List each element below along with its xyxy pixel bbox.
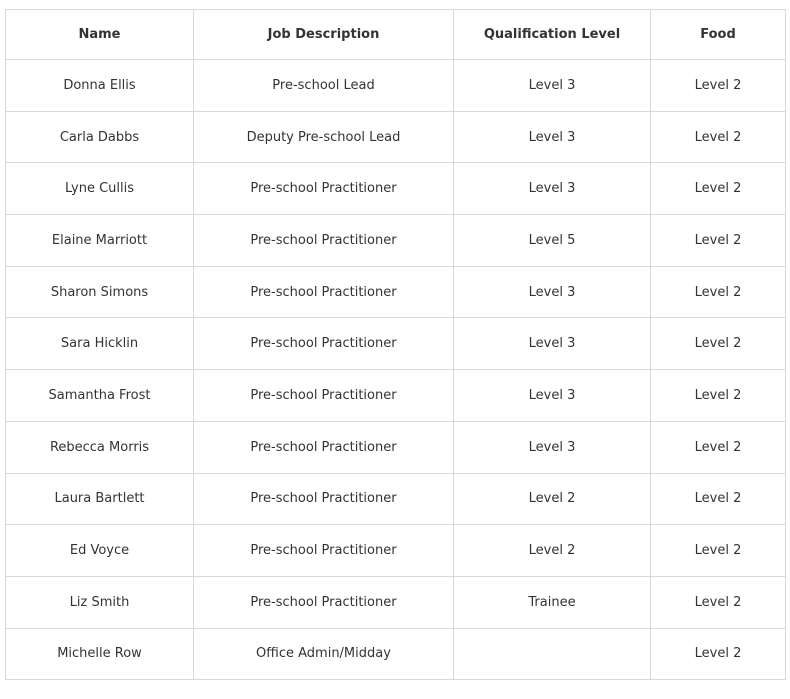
cell-qualification-level: Level 3 (454, 266, 651, 318)
table-row (6, 421, 786, 473)
cell-name: Lyne Cullis (6, 163, 194, 215)
cell-name: Ed Voyce (6, 525, 194, 577)
cell-job-description: Office Admin/Midday (194, 628, 454, 680)
cell-qualification-level (454, 628, 651, 680)
cell-qualification-level: Trainee (454, 576, 651, 628)
cell-qualification-level: Level 3 (454, 163, 651, 215)
staff-table-container (5, 9, 786, 680)
cell-qualification-level: Level 2 (454, 473, 651, 525)
cell-food: Level 2 (651, 111, 786, 163)
cell-food: Level 2 (651, 318, 786, 370)
cell-name: Liz Smith (6, 576, 194, 628)
column-header-name: Name (6, 10, 194, 60)
cell-name: Donna Ellis (6, 60, 194, 112)
cell-qualification-level: Level 3 (454, 421, 651, 473)
table-row (6, 628, 786, 680)
cell-qualification-level: Level 3 (454, 318, 651, 370)
cell-food: Level 2 (651, 628, 786, 680)
cell-qualification-level: Level 2 (454, 525, 651, 577)
cell-food: Level 2 (651, 60, 786, 112)
cell-food: Level 2 (651, 370, 786, 422)
cell-qualification-level: Level 3 (454, 370, 651, 422)
table-row (6, 525, 786, 577)
table-row (6, 318, 786, 370)
cell-food: Level 2 (651, 576, 786, 628)
cell-job-description: Pre-school Practitioner (194, 318, 454, 370)
table-row (6, 215, 786, 267)
cell-food: Level 2 (651, 163, 786, 215)
table-row (6, 111, 786, 163)
cell-food: Level 2 (651, 525, 786, 577)
cell-food: Level 2 (651, 266, 786, 318)
cell-qualification-level: Level 3 (454, 60, 651, 112)
table-row (6, 473, 786, 525)
cell-job-description: Pre-school Practitioner (194, 473, 454, 525)
cell-name: Samantha Frost (6, 370, 194, 422)
table-row (6, 163, 786, 215)
cell-name: Sara Hicklin (6, 318, 194, 370)
cell-job-description: Pre-school Practitioner (194, 266, 454, 318)
cell-qualification-level: Level 3 (454, 111, 651, 163)
table-row (6, 60, 786, 112)
table-header-row (6, 10, 786, 60)
cell-food: Level 2 (651, 215, 786, 267)
cell-qualification-level: Level 5 (454, 215, 651, 267)
cell-job-description: Pre-school Practitioner (194, 370, 454, 422)
cell-name: Sharon Simons (6, 266, 194, 318)
cell-job-description: Pre-school Practitioner (194, 163, 454, 215)
cell-name: Michelle Row (6, 628, 194, 680)
staff-table (5, 9, 786, 680)
cell-name: Carla Dabbs (6, 111, 194, 163)
cell-job-description: Pre-school Practitioner (194, 576, 454, 628)
cell-name: Rebecca Morris (6, 421, 194, 473)
table-row (6, 370, 786, 422)
cell-job-description: Deputy Pre-school Lead (194, 111, 454, 163)
table-row (6, 576, 786, 628)
cell-name: Elaine Marriott (6, 215, 194, 267)
column-header-food: Food (651, 10, 786, 60)
cell-name: Laura Bartlett (6, 473, 194, 525)
table-row (6, 266, 786, 318)
column-header-job-description: Job Description (194, 10, 454, 60)
cell-food: Level 2 (651, 473, 786, 525)
cell-job-description: Pre-school Practitioner (194, 215, 454, 267)
cell-job-description: Pre-school Practitioner (194, 525, 454, 577)
cell-job-description: Pre-school Practitioner (194, 421, 454, 473)
cell-food: Level 2 (651, 421, 786, 473)
cell-job-description: Pre-school Lead (194, 60, 454, 112)
column-header-qualification-level: Qualification Level (454, 10, 651, 60)
